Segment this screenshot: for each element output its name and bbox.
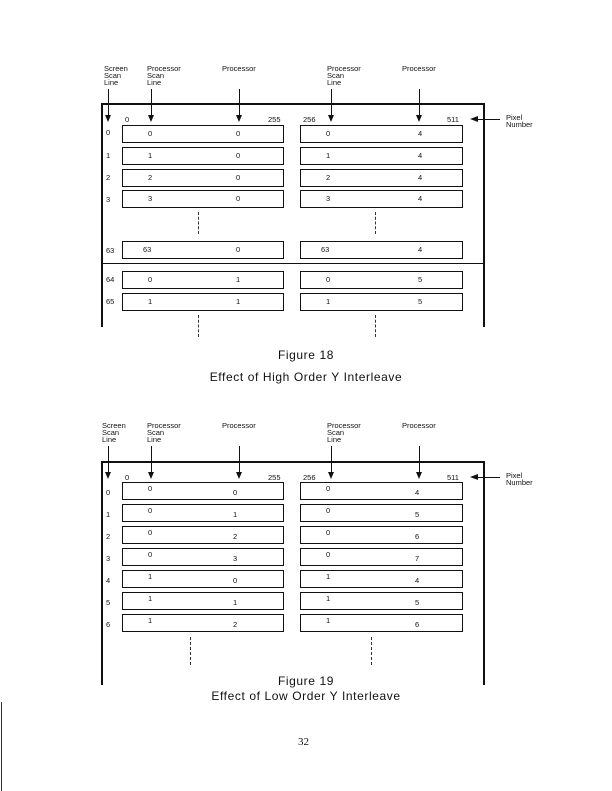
right-scanline-box <box>300 614 463 632</box>
right-processor-header: Processor <box>402 64 436 73</box>
processor-value: 5 <box>418 275 423 284</box>
processor-scan-value: 3 <box>148 194 153 203</box>
processor-scan-value: 0 <box>326 129 331 138</box>
right-scanline-box <box>300 125 463 143</box>
continuation-dots <box>375 315 376 337</box>
left-scanline-box <box>122 147 284 165</box>
right-scanline-box <box>300 190 463 208</box>
processor-scan-value: 0 <box>326 528 331 537</box>
screen-line-label: 3 <box>106 554 111 563</box>
processor-scan-value: 1 <box>148 572 153 581</box>
figure-18-number: Figure 18 <box>277 348 335 362</box>
right-processor-header: Processor <box>402 421 436 430</box>
processor-value: 2 <box>233 532 238 541</box>
processor-value: 3 <box>233 554 238 563</box>
right-scanline-box <box>300 504 463 522</box>
processor-value: 5 <box>415 510 420 519</box>
screen-line-label: 4 <box>106 576 111 585</box>
left-processor-scan-line-header: Processor Scan Line <box>147 64 181 87</box>
screen-line-label: 0 <box>106 128 111 137</box>
screen-line-label: 2 <box>106 173 111 182</box>
screen-line-label: 2 <box>106 532 111 541</box>
processor-value: 4 <box>415 576 420 585</box>
left-scanline-box <box>122 169 284 187</box>
processor-value: 4 <box>418 245 423 254</box>
pixel-number-256: 256 <box>303 115 316 124</box>
processor-scan-value: 1 <box>148 151 153 160</box>
processor-value: 7 <box>415 554 420 563</box>
pixel-number-511: 511 <box>447 473 459 482</box>
processor-scan-value: 1 <box>326 594 331 603</box>
processor-value: 0 <box>236 151 241 160</box>
right-processor-scan-line-header: Processor Scan Line <box>327 64 361 87</box>
pixel-number-0: 0 <box>125 473 130 482</box>
screen-line-label: 5 <box>106 598 111 607</box>
pixel-number-header: Pixel Number <box>506 471 533 487</box>
screen-line-label: 3 <box>106 195 111 204</box>
processor-scan-value: 0 <box>148 484 153 493</box>
section-divider <box>103 263 483 264</box>
processor-value: 0 <box>236 173 241 182</box>
left-scanline-box <box>122 614 284 632</box>
right-scanline-box <box>300 147 463 165</box>
pixel-number-0: 0 <box>125 115 130 124</box>
processor-scan-value: 1 <box>148 594 153 603</box>
processor-scan-value: 1 <box>148 616 153 625</box>
processor-scan-value: 0 <box>326 550 331 559</box>
right-scanline-box <box>300 526 463 544</box>
screen-line-label: 0 <box>106 488 111 497</box>
left-scanline-box <box>122 482 284 500</box>
continuation-dots <box>198 315 199 337</box>
processor-scan-value: 0 <box>326 275 331 284</box>
processor-scan-value: 0 <box>148 550 153 559</box>
processor-scan-value: 2 <box>326 173 331 182</box>
processor-scan-value: 3 <box>326 194 331 203</box>
processor-value: 1 <box>233 510 238 519</box>
continuation-dots <box>190 637 191 665</box>
pixel-number-256: 256 <box>303 473 316 482</box>
processor-scan-value: 0 <box>148 129 153 138</box>
processor-scan-value: 1 <box>326 572 331 581</box>
right-scanline-box <box>300 592 463 610</box>
processor-scan-value: 0 <box>326 484 331 493</box>
screen-line-label: 65 <box>106 297 115 306</box>
processor-value: 0 <box>236 129 241 138</box>
processor-value: 1 <box>233 598 238 607</box>
processor-value: 0 <box>233 576 238 585</box>
pixel-number-255: 255 <box>268 115 281 124</box>
processor-scan-value: 63 <box>321 245 330 254</box>
pixel-number-511: 511 <box>447 115 459 124</box>
processor-value: 2 <box>233 620 238 629</box>
processor-value: 0 <box>236 245 241 254</box>
processor-scan-value: 0 <box>148 506 153 515</box>
processor-value: 0 <box>236 194 241 203</box>
right-scanline-box <box>300 293 463 311</box>
processor-value: 1 <box>236 275 241 284</box>
left-scanline-box <box>122 190 284 208</box>
right-scanline-box <box>300 482 463 500</box>
right-scanline-box <box>300 570 463 588</box>
screen-scan-line-header: Screen Scan Line <box>104 64 128 87</box>
left-processor-scan-line-header: Processor Scan Line <box>147 421 181 444</box>
continuation-dots <box>371 637 372 665</box>
screen-line-label: 1 <box>106 151 111 160</box>
processor-value: 4 <box>418 129 423 138</box>
left-scanline-box <box>122 271 284 289</box>
processor-value: 4 <box>418 151 423 160</box>
processor-value: 5 <box>418 297 423 306</box>
left-scanline-box <box>122 592 284 610</box>
screen-line-label: 63 <box>106 246 115 255</box>
left-scanline-box <box>122 570 284 588</box>
processor-scan-value: 1 <box>326 297 331 306</box>
right-scanline-box <box>300 241 463 259</box>
continuation-dots <box>198 212 199 234</box>
processor-scan-value: 0 <box>326 506 331 515</box>
pixel-number-pointer <box>476 119 500 120</box>
processor-value: 4 <box>418 194 423 203</box>
pixel-number-header: Pixel Number <box>506 113 533 129</box>
figure-18-title: Effect of High Order Y Interleave <box>209 370 403 384</box>
processor-value: 4 <box>415 488 420 497</box>
processor-scan-value: 1 <box>326 151 331 160</box>
left-scanline-box <box>122 504 284 522</box>
processor-scan-value: 63 <box>143 245 152 254</box>
figure-19-title: Effect of Low Order Y Interleave <box>211 689 401 703</box>
right-scanline-box <box>300 169 463 187</box>
screen-scan-line-header: Screen Scan Line <box>102 421 126 444</box>
left-scanline-box <box>122 125 284 143</box>
pixel-number-pointer <box>476 477 500 478</box>
page-number: 32 <box>298 736 309 748</box>
right-processor-scan-line-header: Processor Scan Line <box>327 421 361 444</box>
processor-scan-value: 0 <box>148 275 153 284</box>
continuation-dots <box>375 212 376 234</box>
left-scanline-box <box>122 293 284 311</box>
left-scanline-box <box>122 526 284 544</box>
right-scanline-box <box>300 271 463 289</box>
screen-line-label: 1 <box>106 510 111 519</box>
right-scanline-box <box>300 548 463 566</box>
processor-value: 6 <box>415 620 420 629</box>
processor-value: 6 <box>415 532 420 541</box>
left-processor-header: Processor <box>222 421 256 430</box>
screen-line-label: 64 <box>106 275 115 284</box>
left-scanline-box <box>122 548 284 566</box>
processor-value: 5 <box>415 598 420 607</box>
processor-value: 1 <box>236 297 241 306</box>
processor-value: 0 <box>233 488 238 497</box>
pixel-number-255: 255 <box>268 473 281 482</box>
processor-scan-value: 2 <box>148 173 153 182</box>
processor-value: 4 <box>418 173 423 182</box>
processor-scan-value: 1 <box>148 297 153 306</box>
screen-line-label: 6 <box>106 620 111 629</box>
left-scanline-box <box>122 241 284 259</box>
figure-19-number: Figure 19 <box>277 674 335 688</box>
processor-scan-value: 1 <box>326 616 331 625</box>
left-processor-header: Processor <box>222 64 256 73</box>
processor-scan-value: 0 <box>148 528 153 537</box>
left-margin-line <box>1 702 2 791</box>
